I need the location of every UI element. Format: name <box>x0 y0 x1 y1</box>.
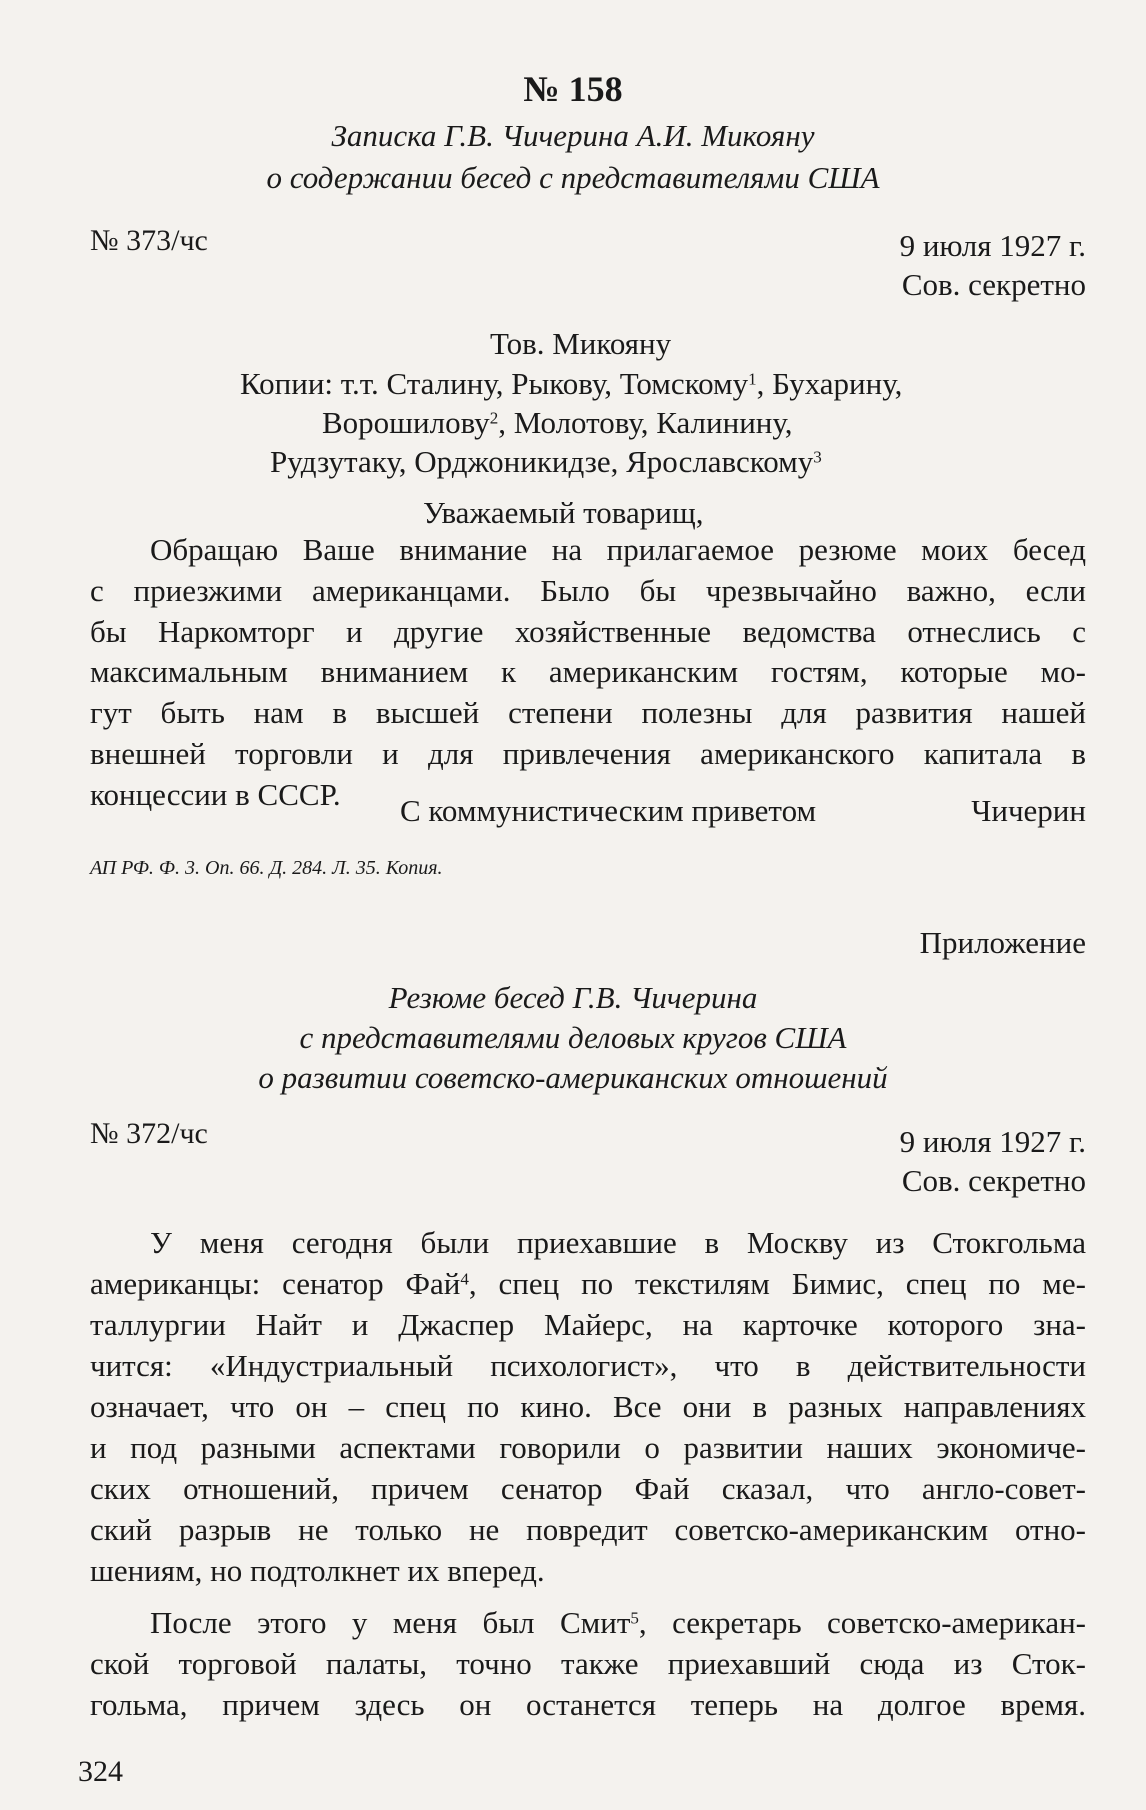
appendix-paragraph-2-line: ской торговой палаты, точно также приехавший сюда из Сток- <box>90 1646 1086 1681</box>
body-line: гут быть нам в высшей степени полезны для развития нашей <box>90 695 1086 730</box>
footnote-ref-4: 4 <box>460 1269 469 1289</box>
appendix-paragraph-1-line: таллургии Найт и Джаспер Майерс, на карточке которого зна- <box>90 1307 1086 1342</box>
footnote-ref-3: 3 <box>813 447 822 467</box>
closing: С коммунистическим приветом <box>400 793 817 828</box>
archive-source: АП РФ. Ф. 3. Оп. 66. Д. 284. Л. 35. Копия. <box>90 857 443 879</box>
appendix-classification: Сов. секретно <box>901 1163 1086 1198</box>
appendix-paragraph-1-line: чится: «Индустриальный психологист», что в действительности <box>90 1348 1086 1383</box>
appendix-title-line-1: Резюме бесед Г.В. Чичерина <box>388 980 758 1015</box>
addressee: Тов. Микояну <box>490 326 672 361</box>
footnote-ref-2: 2 <box>489 408 499 428</box>
body-line: Обращаю Ваше внимание на прилагаемое резюме моих бесед <box>150 532 1086 567</box>
body-line: с приезжими американцами. Было бы чрезвычайно важно, если <box>90 573 1086 608</box>
classification-stamp: Сов. секретно <box>901 267 1086 302</box>
document-date: 9 июля 1927 г. <box>899 228 1086 263</box>
salutation: Уважаемый товарищ, <box>423 495 704 530</box>
copies-line-2: Ворошилову$^2$, Молотову, Калинину, <box>322 405 793 440</box>
appendix-paragraph-1-line: американцы: сенатор Фай$^4$, спец по текстилям Бимис, спец по ме- <box>90 1266 1086 1301</box>
body-line: бы Наркомторг и другие хозяйственные ведомства отнеслись с <box>90 614 1086 649</box>
document-title-line-1: Записка Г.В. Чичерина А.И. Микояну <box>331 118 815 153</box>
copies-line-3: Рудзутаку, Орджоникидзе, Ярославскому$^3$ <box>270 444 822 479</box>
appendix-paragraph-1-line: У меня сегодня были приехавшие в Москву из Стокгольма <box>150 1225 1086 1260</box>
document-number: № 158 <box>523 69 623 109</box>
appendix-registration-number: № 372/чс <box>90 1117 208 1150</box>
appendix-date: 9 июля 1927 г. <box>899 1124 1086 1159</box>
appendix-paragraph-1-line: означает, что он – спец по кино. Все они в разных направлениях <box>90 1389 1086 1424</box>
appendix-paragraph-2-line: гольма, причем здесь он останется теперь на долгое время. <box>90 1687 1086 1722</box>
body-line: внешней торговли и для привлечения американского капитала в <box>90 736 1086 771</box>
body-line: максимальным вниманием к американским гостям, которые мо- <box>90 654 1086 689</box>
appendix-label: Приложение <box>919 925 1086 960</box>
registration-number: № 373/чс <box>90 224 208 257</box>
appendix-paragraph-2-line: После этого у меня был Смит$^5$, секретарь советско-американ- <box>150 1605 1087 1640</box>
appendix-paragraph-1-line: ских отношений, причем сенатор Фай сказал, что англо-совет- <box>90 1471 1086 1506</box>
footnote-ref-5: 5 <box>630 1608 639 1628</box>
appendix-paragraph-1-line: и под разными аспектами говорили о развитии наших экономиче- <box>90 1430 1086 1465</box>
appendix-title-line-2: с представителями деловых кругов США <box>299 1020 847 1055</box>
signature: Чичерин <box>971 793 1086 828</box>
appendix-title-line-3: о развитии советско-американских отношений <box>258 1060 888 1095</box>
copies-line-1: Копии: т.т. Сталину, Рыкову, Томскому$^1$, Бухарину, <box>240 366 903 401</box>
page-number: 324 <box>78 1755 123 1788</box>
appendix-paragraph-1-line: ский разрыв не только не повредит советско-американским отно- <box>90 1512 1086 1547</box>
document-title-line-2: о содержании бесед с представителями США <box>266 160 880 195</box>
appendix-paragraph-1-line: шениям, но подтолкнет их вперед. <box>90 1553 545 1588</box>
footnote-ref-1: 1 <box>748 369 757 389</box>
body-line: концессии в СССР. <box>90 777 341 812</box>
